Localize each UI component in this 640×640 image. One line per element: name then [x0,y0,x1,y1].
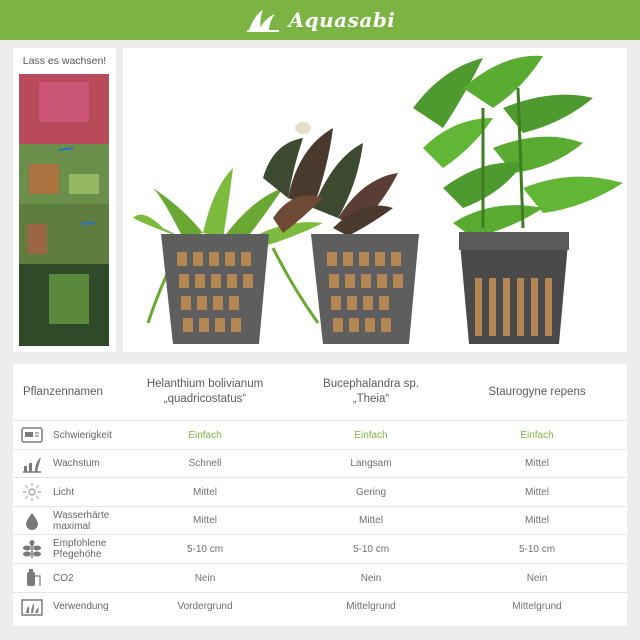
plant-2-variety: „Theia“ [352,393,390,405]
row-label: Schwierigkeit [53,429,112,441]
water-drop-icon [21,511,43,531]
aquarium-icon [21,597,43,617]
table-cell: Mittel [525,515,549,527]
side-caption: Lass es wachsen! [22,55,107,67]
table-row [13,563,627,592]
plant-1-name: Helanthium bolivianum [146,378,264,390]
growth-icon [21,454,43,474]
pot-1 [161,234,269,344]
plant-photo-panel [123,48,627,352]
header-bar [0,0,640,40]
table-cell: Einfach [520,429,554,441]
header-plant-1 [133,364,277,420]
plant-3-name: Staurogyne repens [488,385,586,398]
side-panel [13,48,116,352]
table-cell: 5-10 cm [352,543,390,555]
plant-1-variety: „quadricostatus“ [163,393,247,405]
pot-2 [311,234,419,344]
row-label: Empfohlene Pfegehöhe [53,538,107,561]
table-row [13,449,627,478]
table-row [13,534,627,563]
table-cell: Einfach [188,429,222,441]
table-cell: Schnell [188,458,222,470]
table-cell: Mittelgrund [512,601,562,613]
pot-3 [459,232,569,344]
difficulty-icon [21,425,43,445]
plant-comparison-table [13,364,627,626]
table-row [13,477,627,506]
brand[interactable] [245,6,396,34]
row-label: Licht [53,486,75,498]
header-plant-names: Pflanzennamen [23,386,103,398]
header-plant-3 [465,364,609,420]
table-cell: Nein [526,572,548,584]
plant-height-icon [21,539,43,559]
table-row [13,592,627,621]
table-row [13,420,627,449]
plant-2-name: Bucephalandra sp. [323,378,419,390]
table-cell: Nein [360,572,382,584]
table-cell: Gering [355,486,386,498]
table-cell: Mittel [193,486,217,498]
table-cell: Mittel [525,486,549,498]
co2-icon [21,568,43,588]
table-cell: 5-10 cm [186,543,224,555]
table-cell: 5-10 cm [518,543,556,555]
row-label: Wasserhärte maximal [53,509,110,532]
light-icon [21,482,43,502]
table-cell: Langsam [350,458,392,470]
table-header [13,364,627,420]
header-plant-2 [299,364,443,420]
table-cell: Mittelgrund [346,601,396,613]
table-cell: Mittel [359,515,383,527]
staurogyne-plant [413,56,623,238]
bucephalandra-plant [263,122,398,236]
table-cell: Mittel [525,458,549,470]
table-cell: Mittel [193,515,217,527]
aquarium-photo [19,74,109,346]
plants-illustration [123,48,627,352]
table-cell: Einfach [354,429,388,441]
row-label: CO2 [53,572,74,584]
aquasabi-logo-icon [245,6,281,34]
table-cell: Vordergrund [177,601,233,613]
table-row [13,506,627,535]
row-label: Wachstum [53,458,100,470]
brand-name: Aquasabi [288,8,396,32]
row-label: Verwendung [53,601,109,613]
table-cell: Nein [194,572,216,584]
